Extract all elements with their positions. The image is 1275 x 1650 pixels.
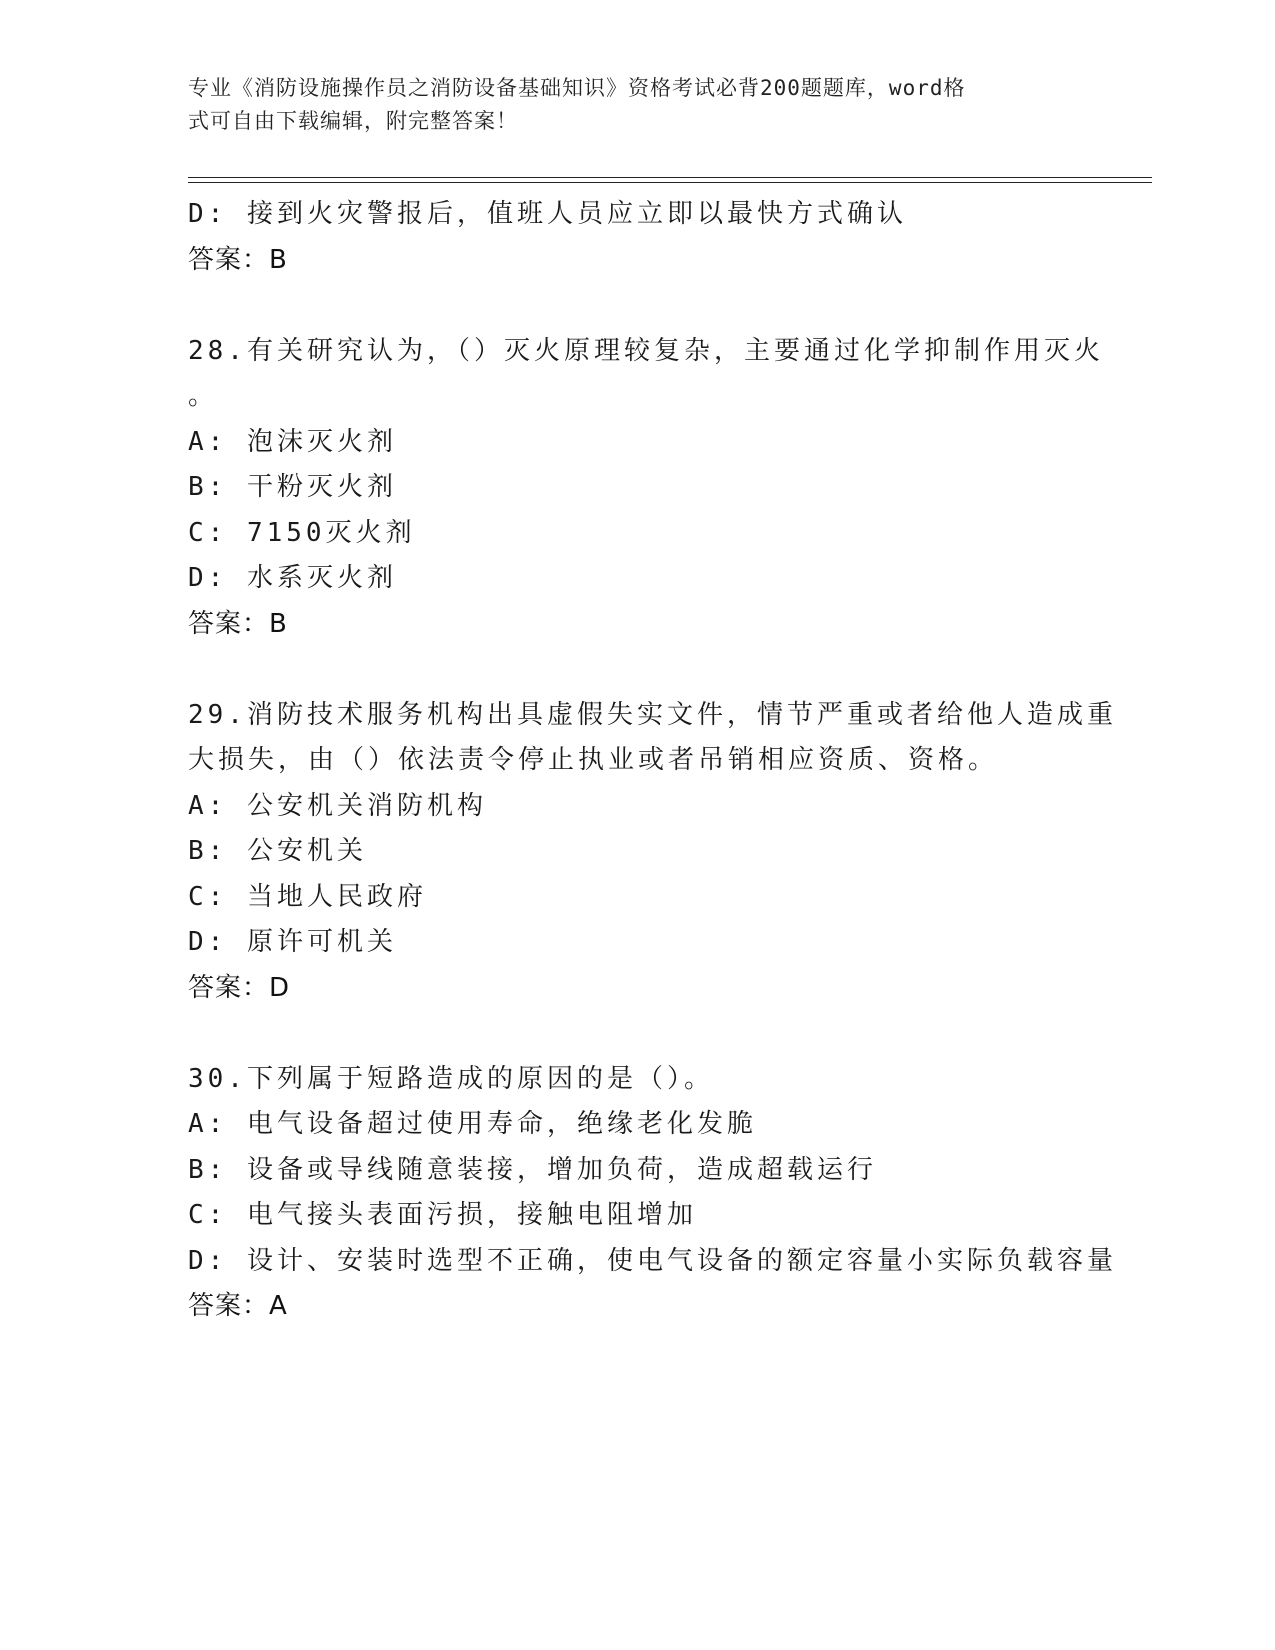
option-a: A: 电气设备超过使用寿命，绝缘老化发脆 — [188, 1109, 757, 1139]
option-a: A: 泡沫灭火剂 — [188, 426, 397, 457]
question-stem: 。 — [188, 381, 219, 411]
document-body — [188, 192, 1117, 1330]
question-stem: 28.有关研究认为，（）灭火原理较复杂，主要通过化学抑制作用灭火 — [188, 335, 1104, 366]
option-c: C: 7150灭火剂 — [188, 517, 416, 548]
header-line-2: 式可自由下载编辑，附完整答案！ — [188, 109, 518, 133]
option-d: D: 原许可机关 — [188, 927, 397, 957]
option-c: C: 当地人民政府 — [188, 881, 427, 912]
answer: 答案：B — [188, 608, 288, 639]
answer: 答案：A — [188, 1291, 288, 1321]
question-29 — [188, 693, 1117, 1012]
option-b: B: 设备或导线随意装接，增加负荷，造成超载运行 — [188, 1154, 877, 1185]
spacer — [188, 283, 1088, 329]
question-28 — [188, 329, 1104, 648]
question-stem: 29.消防技术服务机构出具虚假失实文件，情节严重或者给他人造成重 — [188, 699, 1117, 730]
option-d: D: 水系灭火剂 — [188, 563, 397, 593]
document-header — [188, 72, 1088, 138]
previous-question-tail — [188, 192, 1088, 283]
option-d: D: 接到火灾警报后，值班人员应立即以最快方式确认 — [188, 199, 907, 229]
answer: 答案：D — [188, 972, 291, 1003]
question-stem: 30.下列属于短路造成的原因的是（）。 — [188, 1063, 714, 1094]
header-rule-bottom — [188, 182, 1152, 183]
header-line-1: 专业《消防设施操作员之消防设备基础知识》资格考试必背200题题库，word格 — [188, 76, 966, 100]
option-d: D: 设计、安装时选型不正确，使电气设备的额定容量小实际负载容量 — [188, 1245, 1117, 1276]
question-stem: 大损失，由（）依法责令停止执业或者吊销相应资质、资格。 — [188, 745, 999, 775]
option-b: B: 公安机关 — [188, 836, 367, 866]
answer: 答案：B — [188, 244, 288, 275]
header-rule-top — [188, 177, 1152, 178]
spacer — [188, 1011, 1088, 1057]
spacer — [188, 647, 1088, 693]
option-a: A: 公安机关消防机构 — [188, 790, 487, 821]
option-c: C: 电气接头表面污损，接触电阻增加 — [188, 1200, 697, 1230]
option-b: B: 干粉灭火剂 — [188, 472, 397, 502]
question-30 — [188, 1057, 1117, 1330]
